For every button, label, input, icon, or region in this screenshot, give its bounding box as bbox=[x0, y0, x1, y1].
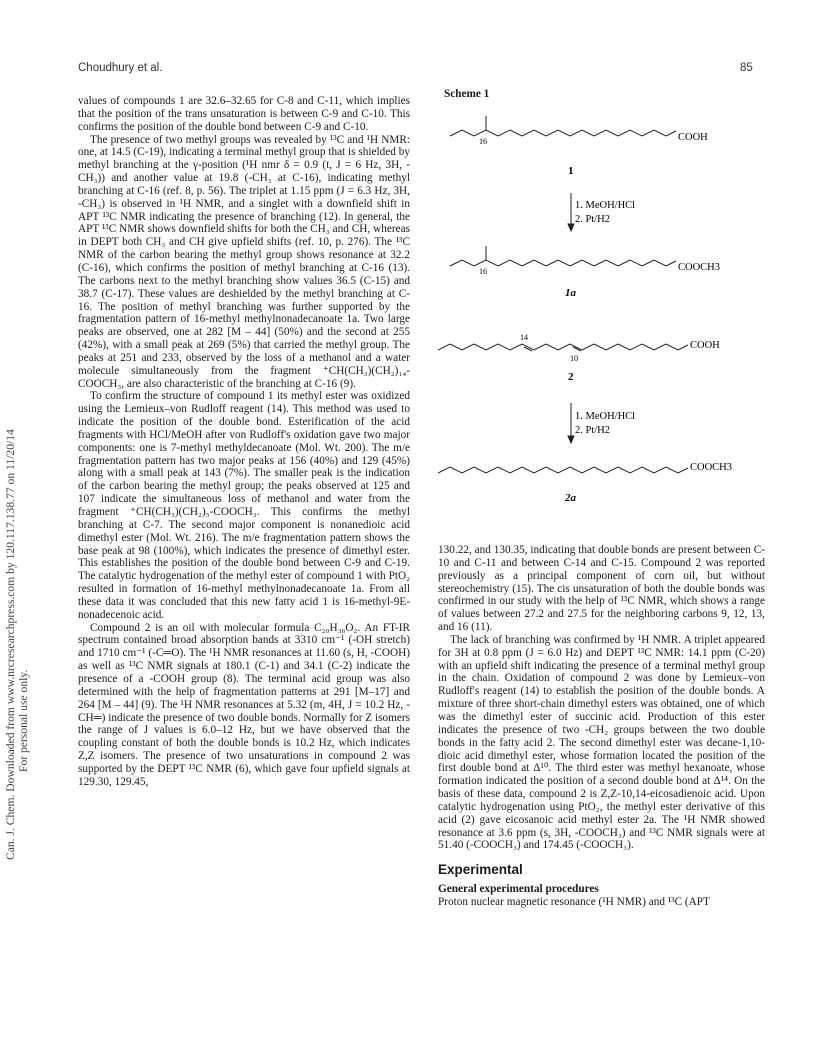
reagent-1-step2: 2. Pt/H2 bbox=[575, 214, 611, 225]
paragraph: The lack of branching was confirmed by ¹H NMR. A triplet appeared for 3H at 0.8 ppm (J = 6.0 Hz) and DEPT ¹³C NMR: 14.1 ppm (C-20) with an upfield shift indicating the presence of a terminal methyl group in the chain. Oxidation of compound 2 was done by Lemieux–von Rudloff's reagent (14) to establish the position of the double bonds. A mixture of three short-chain dimethyl esters was obtained, one of which was the dimethyl ester of succinic acid. Production of this ester indicates the presence of two -CH₂ groups between the two double bonds in the fatty acid 2. The second dimethyl ester was decane-1,10-dioic acid dimethyl ester, whose formation located the position of the first double bond at Δ¹⁰. The third ester was methyl hexanoate, whose formation indicated the position of a second double bond at Δ¹⁴. On the basis of these data, compound 2 is Z,Z-10,14-eicosadienoic acid. Upon catalytic hydrogenation using PtO₂, the methyl ester derivative of this acid (2) gave eicosanoic acid methyl ester 2a. The ¹H NMR showed resonance at 3.6 ppm (s, 3H, -COOCH₃) and ¹³C NMR signals were at 51.40 (-COOCH₃) and 174.45 (-COOCH₃). bbox=[438, 633, 765, 852]
scheme-1 bbox=[438, 88, 765, 538]
end-group-1: COOH bbox=[678, 132, 708, 143]
c16-label-1: 16 bbox=[479, 137, 487, 146]
arrowhead-1 bbox=[568, 224, 574, 231]
paragraph: values of compounds 1 are 32.6–32.65 for C-8 and C-11, which implies that the position of the trans unsaturation is between C-9 and C-10. This confirms the position of the double bond between C-9 and C-10. bbox=[78, 95, 410, 133]
c14-label-2: 14 bbox=[520, 333, 528, 342]
c10-label-2: 10 bbox=[570, 354, 578, 363]
c16-label-1a: 16 bbox=[479, 267, 487, 276]
paragraph: The presence of two methyl groups was revealed by ¹³C and ¹H NMR: one, at 14.5 (C-19), indicating a terminal methyl group that is shielded by methyl branching at the γ-position (¹H nmr δ = 0.9 (t, J = 6 Hz, 3H, -CH₃)) and another value at 19.8 (-CH₃ at C-16), indicating methyl branching at C-16 (ref. 8, p. 56). The triplet at 1.15 ppm (J = 6.3 Hz, 3H, -CH₃) is observed in ¹H NMR, and a singlet with a downfield shift in APT ¹³C NMR indicating the presence of branching (12). In general, the APT ¹³C NMR shows downfield shifts for both the CH₃ and CH, whereas in DEPT both CH₃ and CH give upfield shifts (ref. 10, p. 276). The ¹³C NMR of the carbon bearing the methyl group shows resonance at 32.2 (C-16), which confirms the position of methyl branching at C-16 (13). The carbons next to the methyl branching show values 36.5 (C-15) and 38.7 (C-17). These values are deshielded by the methyl branching at C-16. The position of methyl branching was further supported by the fragmentation pattern of 16-methyl methylnonadecanoate 1a. Two large peaks are observed, one at 282 [M – 44] (50%) and the second at 255 (42%), with a small peak at 269 (5%) that carried the methyl group. The peaks at 251 and 233, observed by the loss of a methanol and a water molecule simultaneously from the fragment ⁺CH(CH₃)(CH₂)₁₄-COOCH₃, are also characteristic of the branching at C-16 (9). bbox=[78, 133, 410, 390]
paragraph: Compound 2 is an oil with molecular formula C₂₀H₃₆O₂. An FT-IR spectrum contained broad absorption bands at 3310 cm⁻¹ (-OH stretch) and 1710 cm⁻¹ (-C═O). The ¹H NMR resonances at 11.60 (s, H, -COOH) as well as ¹³C NMR signals at 180.1 (C-1) and 34.1 (C-2) indicate the presence of a -COOH group (8). The terminal acid group was also determined with the help of fragmentation patterns at 291 [M–17] and 264 [M – 44] (9). The ¹H NMR resonances at 5.32 (m, 4H, J = 10.2 Hz, -CH═) indicate the presence of two double bonds. Normally for Z isomers the range of J values is 6.0–12 Hz, but we have observed that the coupling constant of both the double bonds is 10.2 Hz, which indicates Z,Z isomers. The presence of two unsaturations in compound 2 was supported by the DEPT ¹³C NMR (6), which gave four upfield signals at 129.30, 129.45, bbox=[78, 621, 410, 788]
end-group-1a: COOCH3 bbox=[678, 262, 721, 273]
personal-use-notice: For personal use only. bbox=[17, 669, 30, 772]
chain-1 bbox=[450, 130, 676, 136]
paragraph: 130.22, and 130.35, indicating that double bonds are present between C-10 and C-11 and between C-14 and C-15. Compound 2 was reported previously as a principal component of corn oil, but without stereochemistry (15). The cis unsaturation of both the double bonds was confirmed in our study with the help of ¹³C NMR, which shows a range of values between 27.2 and 27.5 for the neighboring carbons 9, 12, 13, and 16 (11). bbox=[438, 544, 765, 634]
end-group-2: COOH bbox=[690, 340, 720, 351]
end-group-2a: COOCH3 bbox=[690, 462, 733, 473]
chain-1a bbox=[450, 260, 676, 266]
running-header: Choudhury et al. bbox=[78, 62, 163, 74]
reagent-2-step1: 1. MeOH/HCl bbox=[575, 411, 636, 422]
section-heading: Experimental bbox=[438, 862, 523, 878]
reagent-2-step2: 2. Pt/H2 bbox=[575, 425, 611, 436]
arrowhead-2 bbox=[568, 436, 574, 443]
left-text-column bbox=[78, 95, 410, 789]
paragraph: Proton nuclear magnetic resonance (¹H NMR) and ¹³C (APT bbox=[438, 895, 710, 908]
compound-label-1: 1 bbox=[568, 165, 574, 177]
download-notice: Can. J. Chem. Downloaded from www.nrcresearchpress.com by 120.117.138.77 on 11/20/14 bbox=[4, 429, 17, 860]
right-text-column bbox=[438, 544, 765, 909]
compound-label-2: 2 bbox=[568, 371, 574, 383]
paragraph: To confirm the structure of compound 1 its methyl ester was oxidized using the Lemieux–von Rudloff reagent (14). This method was used to indicate the position of the double bond. Esterification of the acid fragments with HCl/MeOH after von Rudloff's oxidation gave two major components: one is 7-methyl methyldecanoate (Mol. Wt. 200). The m/e fragmentation pattern has two major peaks at 156 (40%) and 129 (45%) along with a small peak at 143 (7%). The smaller peak is the indication of the carbon bearing the methyl group; the peaks observed at 125 and 107 indicate the simultaneous loss of methanol and water from the fragment ⁺CH(CH₃)(CH₂)₅-COOCH₃. This confirms the methyl branching at C-7. The second major component is nonanedioic acid dimethyl ester (Mol. Wt. 216). The m/e fragmentation pattern shows the base peak at 98 (100%), which indicates the presence of dimethyl ester. This establishes the position of the double bond between C-9 and C-19. The catalytic hydrogenation of the methyl ester of compound 1 with PtO₂ resulted in formation of 16-methyl methylnonadecanoate 1a. From all these data it was concluded that this new fatty acid 1 is 16-methyl-9E-nonadecenoic acid. bbox=[78, 390, 410, 621]
double-bond-14 bbox=[524, 347, 532, 351]
subsection-heading: General experimental procedures bbox=[438, 883, 599, 896]
reagent-1-step1: 1. MeOH/HCl bbox=[575, 200, 636, 211]
scheme-drawing bbox=[438, 88, 765, 538]
compound-label-2a: 2a bbox=[565, 492, 576, 504]
scheme-title: Scheme 1 bbox=[444, 88, 490, 100]
page-number: 85 bbox=[740, 62, 753, 74]
chain-2 bbox=[438, 344, 688, 350]
compound-label-1a: 1a bbox=[565, 287, 576, 299]
chain-2a bbox=[438, 467, 688, 473]
download-watermark bbox=[4, 300, 30, 860]
